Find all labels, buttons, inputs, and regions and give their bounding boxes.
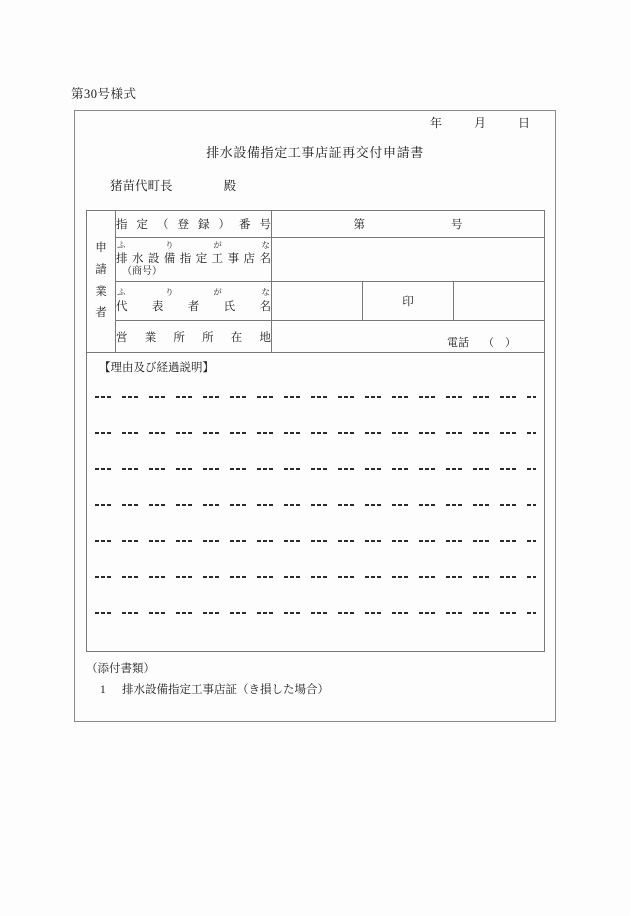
date-month-label: 月 bbox=[474, 116, 487, 130]
attachment-list-item bbox=[100, 681, 329, 697]
reason-line-rule bbox=[95, 468, 536, 470]
reason-line-2[interactable] bbox=[95, 425, 536, 461]
reason-line-rule bbox=[95, 612, 536, 614]
registration-number-value-cell[interactable] bbox=[272, 211, 545, 238]
reason-writing-lines bbox=[95, 389, 536, 641]
applicant-vertical-label bbox=[87, 211, 116, 353]
vertical-char-4: 者 bbox=[95, 307, 107, 320]
shop-name-label: 排水設備指定工事店名 bbox=[116, 253, 271, 266]
table-row-shop-name bbox=[87, 238, 545, 282]
table-row-representative bbox=[87, 282, 545, 321]
registration-number-suffix: 号 bbox=[451, 219, 463, 231]
vertical-char-2: 請 bbox=[95, 263, 107, 276]
table-row-office-address bbox=[87, 321, 545, 353]
reason-line-rule bbox=[95, 432, 536, 434]
reason-line-rule bbox=[95, 504, 536, 506]
reason-section-title: 【理由及び経過説明】 bbox=[99, 362, 214, 374]
date-day-label: 日 bbox=[518, 116, 531, 130]
telephone-label: 電話 bbox=[447, 337, 469, 349]
reason-line-7[interactable] bbox=[95, 605, 536, 641]
date-line bbox=[430, 114, 530, 131]
attachments-heading: （添付書類） bbox=[86, 663, 155, 675]
attachment-text: 排水設備指定工事店証（き損した場合） bbox=[122, 684, 329, 696]
document-title: 排水設備指定工事店証再交付申請書 bbox=[206, 145, 424, 160]
office-address-label-cell bbox=[116, 321, 272, 353]
reason-line-rule bbox=[95, 396, 536, 398]
office-address-label: 営業所所在地 bbox=[116, 331, 271, 344]
addressee-honorific: 殿 bbox=[223, 179, 237, 193]
registration-number-label-cell bbox=[116, 211, 272, 238]
table-row-registration-number bbox=[87, 211, 545, 238]
registration-number-prefix: 第 bbox=[353, 219, 365, 231]
office-address-value-cell[interactable] bbox=[272, 321, 545, 353]
reason-line-3[interactable] bbox=[95, 461, 536, 497]
seal-stamp-area[interactable] bbox=[454, 282, 545, 321]
shop-name-label-cell bbox=[116, 238, 272, 282]
shop-name-sublabel: （商号） bbox=[122, 266, 162, 278]
reason-line-4[interactable] bbox=[95, 497, 536, 533]
addressee-name: 猪苗代町長 bbox=[110, 179, 173, 193]
telephone-line bbox=[447, 334, 516, 350]
vertical-char-1: 申 bbox=[95, 241, 107, 254]
addressee-line bbox=[110, 176, 236, 194]
reason-section[interactable] bbox=[86, 352, 545, 652]
date-year-label: 年 bbox=[430, 116, 443, 130]
reason-line-1[interactable] bbox=[95, 389, 536, 425]
shop-name-value-cell[interactable] bbox=[272, 238, 545, 282]
representative-label-cell bbox=[116, 282, 272, 321]
registration-number-label: 指定（登録）番号 bbox=[116, 219, 271, 231]
telephone-paren: （ ） bbox=[483, 337, 516, 349]
representative-ruby: ふりがな bbox=[117, 287, 270, 298]
attachment-index: 1 bbox=[100, 684, 106, 696]
form-number-label: 第30号様式 bbox=[71, 87, 137, 101]
representative-label: 代表者氏名 bbox=[116, 300, 271, 313]
representative-value-cell[interactable] bbox=[272, 282, 363, 321]
applicant-table bbox=[86, 210, 545, 353]
reason-line-6[interactable] bbox=[95, 569, 536, 605]
seal-mark-cell: 印 bbox=[363, 282, 454, 321]
shop-name-ruby: ふりがな bbox=[117, 239, 270, 250]
reason-line-5[interactable] bbox=[95, 533, 536, 569]
vertical-char-3: 業 bbox=[95, 285, 107, 298]
reason-line-rule bbox=[95, 540, 536, 542]
reason-line-rule bbox=[95, 576, 536, 578]
